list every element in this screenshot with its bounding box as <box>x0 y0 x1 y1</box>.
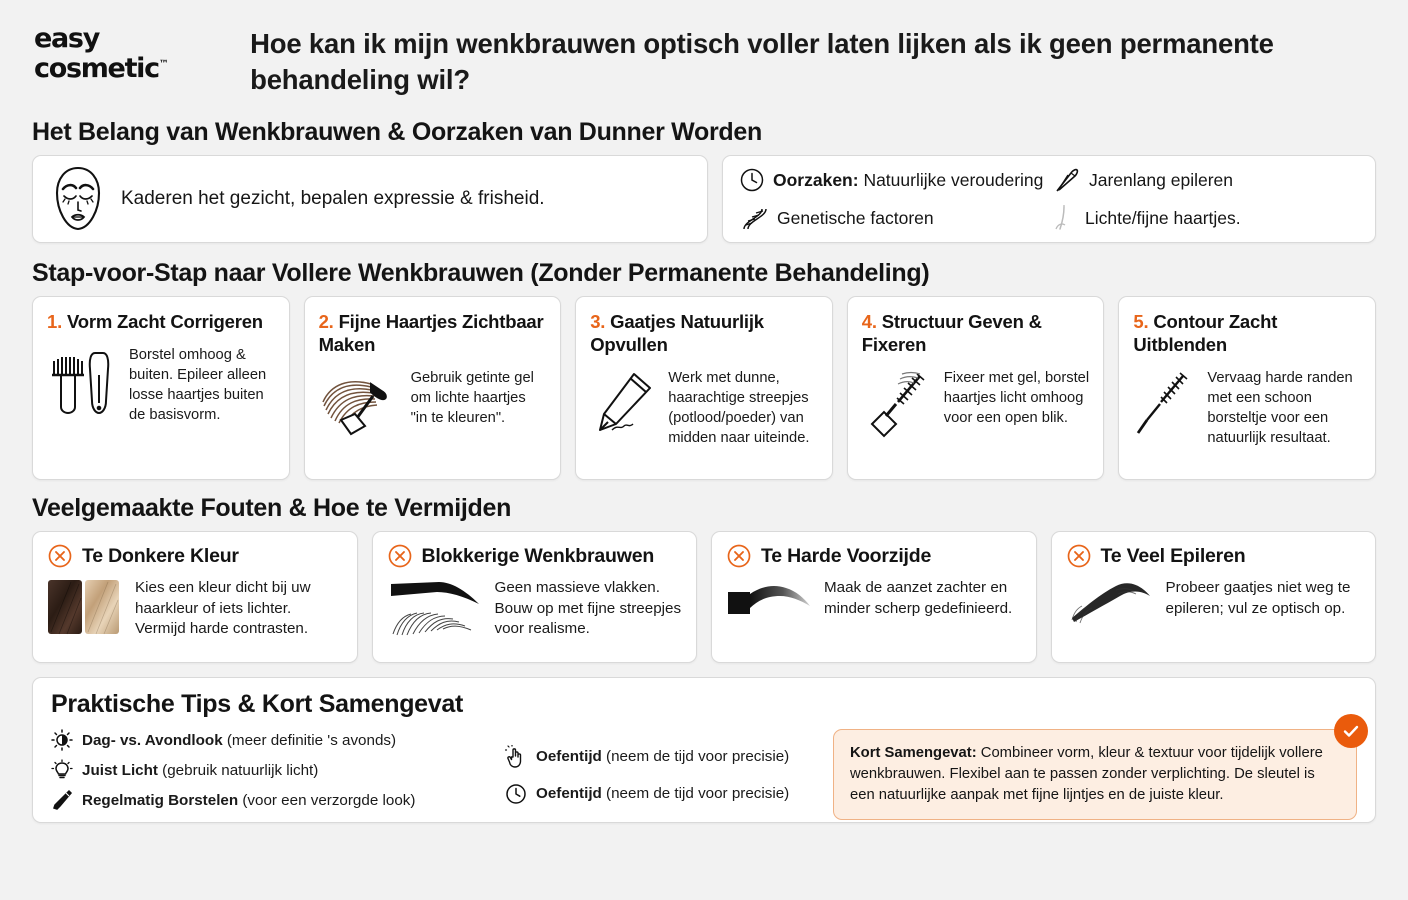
cause-label: Lichte/fijne haartjes. <box>1085 207 1241 228</box>
tip-detail: (neem de tijd voor precisie) <box>601 748 790 765</box>
tip-detail: (gebruik natuurlijk licht) <box>157 761 319 779</box>
causes-grid <box>739 165 1359 233</box>
step-number: 4. <box>861 311 877 332</box>
section-heading-importance: Het Belang van Wenkbrauwen & Oorzaken van Dunner Worden <box>32 118 762 146</box>
cause-label: Natuurlijke veroudering <box>858 169 1044 190</box>
importance-text: Kaderen het gezicht, bepalen expressie & frisheid. <box>121 188 545 209</box>
trademark-symbol: ™ <box>158 59 169 70</box>
mistake-title: Te Harde Voorzijde <box>761 544 932 567</box>
tips-column-1 <box>51 727 481 820</box>
sun-icon <box>51 729 73 751</box>
step-title: 1. Vorm Zacht Corrigeren <box>47 311 263 332</box>
tip-label: Oefentijd <box>536 785 602 802</box>
hair-color-swatches-icon <box>47 578 123 636</box>
mistake-title: Blokkerige Wenkbrauwen <box>421 544 655 567</box>
dna-icon <box>739 204 769 232</box>
steps-row <box>22 296 1386 480</box>
tip-label: Juist Licht <box>82 761 158 779</box>
step-card-3 <box>575 296 833 480</box>
tinted-brow-gel-icon <box>319 368 401 444</box>
causes-card <box>722 155 1376 243</box>
section-heading-mistakes: Veelgemaakte Fouten & Hoe te Vermijden <box>32 494 512 522</box>
mistake-description: Probeer gaatjes niet weg te epileren; vul ze optisch op. <box>1165 579 1351 617</box>
mistake-description: Geen massieve vlakken. Bouw op met fijne streepjes voor realisme. <box>494 579 682 637</box>
cause-item <box>1051 165 1359 195</box>
x-circle-icon <box>1066 543 1092 569</box>
mistake-card-3 <box>711 531 1037 663</box>
mistake-card-2 <box>372 531 698 663</box>
tap-hand-icon <box>505 745 527 769</box>
step-title: 5. Contour Zacht Uitblenden <box>1133 311 1278 355</box>
page-title: Hoe kan ik mijn wenkbrauwen optisch voller laten lijken als ik geen permanente behandeling wil? <box>250 28 1274 95</box>
step-description: Fixeer met gel, borstel haartjes licht omhoog voor een open blik. <box>943 370 1090 426</box>
brow-gel-wand-icon <box>862 368 934 442</box>
cause-label: Jarenlang epileren <box>1089 169 1233 190</box>
spoolie-brush-icon <box>1133 368 1197 440</box>
hard-front-brow-icon <box>726 578 812 626</box>
mistake-card-4 <box>1051 531 1377 663</box>
step-number: 3. <box>590 311 606 332</box>
tips-column-2 <box>505 727 821 820</box>
clock-icon <box>739 167 765 193</box>
importance-card <box>32 155 708 243</box>
mistake-description: Kies een kleur dicht bij uw haarkleur of iets lichter. Vermijd harde contrasten. <box>135 579 311 637</box>
step-title: 4. Structuur Geven & Fixeren <box>861 311 1042 355</box>
tip-item <box>505 783 821 805</box>
mistakes-row <box>22 531 1386 663</box>
x-circle-icon <box>47 543 73 569</box>
cause-item <box>1051 203 1359 233</box>
mistake-title: Te Donkere Kleur <box>82 544 239 567</box>
summary-box <box>833 729 1357 820</box>
brand-logo-line1: easy <box>34 23 100 54</box>
cause-item <box>739 165 1047 195</box>
header <box>22 0 1386 118</box>
tip-item <box>51 729 481 751</box>
brand-logo-line2: cosmetic™ <box>34 53 169 84</box>
tip-label: Oefentijd <box>536 748 602 765</box>
step-card-1 <box>32 296 290 480</box>
tips-heading: Praktische Tips & Kort Samengevat <box>51 690 464 718</box>
step-description: Werk met dunne, haarachtige streepjes (potlood/poeder) van midden naar uiteinde. <box>668 370 810 446</box>
step-number: 2. <box>318 311 334 332</box>
summary-label: Kort Samengevat: <box>850 745 977 761</box>
tip-item <box>505 745 821 769</box>
importance-row <box>22 155 1386 243</box>
mistake-description: Maak de aanzet zachter en minder scherp gedefinieerd. <box>824 579 1013 617</box>
step-description: Gebruik getinte gel om lichte haartjes "in te kleuren". <box>410 370 534 426</box>
mistake-card-1 <box>32 531 358 663</box>
tip-item <box>51 759 481 781</box>
tip-label: Dag- vs. Avondlook <box>82 731 223 749</box>
section-heading-steps: Stap-voor-Stap naar Vollere Wenkbrauwen (Zonder Permanente Behandeling) <box>32 259 930 287</box>
lightbulb-icon <box>51 759 73 781</box>
summary-body: Combineer vorm, kleur & textuur voor tijdelijk vollere wenkbrauwen. Flexibel aan te passen zonder verplichting. De sleutel is een natuurlijke aanpak met fijne lijntjes en de juiste kleur. <box>850 745 1323 803</box>
mistake-title: Te Veel Epileren <box>1100 544 1246 567</box>
brand-logo <box>22 18 250 82</box>
check-circle-icon <box>1334 714 1368 748</box>
step-description: Borstel omhoog & buiten. Epileer alleen losse haartjes buiten de basisvorm. <box>129 347 267 423</box>
cause-item <box>739 203 1047 233</box>
x-circle-icon <box>726 543 752 569</box>
step-number: 1. <box>47 311 63 332</box>
step-description: Vervaag harde randen met een schoon borsteltje voor een natuurlijk resultaat. <box>1207 370 1353 446</box>
tip-detail: (voor een verzorgde look) <box>238 791 416 809</box>
blocky-vs-feathered-brow-icon <box>387 578 483 638</box>
tip-detail: (meer definitie 's avonds) <box>222 731 397 749</box>
brush-icon <box>51 789 73 811</box>
tip-label: Regelmatig Borstelen <box>82 791 239 809</box>
step-title: 3. Gaatjes Natuurlijk Opvullen <box>590 311 764 355</box>
tweezers-icon <box>1051 165 1081 195</box>
step-number: 5. <box>1133 311 1149 332</box>
hair-follicle-icon <box>1051 203 1077 233</box>
clock-icon <box>505 783 527 805</box>
x-circle-icon <box>387 543 413 569</box>
tips-card <box>32 677 1376 823</box>
summary-text <box>850 743 1340 806</box>
cause-label-bold: Oorzaken: <box>773 169 859 190</box>
cause-label: Genetische factoren <box>777 207 934 228</box>
face-icon <box>51 166 105 232</box>
step-card-5 <box>1118 296 1376 480</box>
step-card-2 <box>304 296 562 480</box>
over-plucked-brow-icon <box>1066 578 1154 628</box>
tip-item <box>51 789 481 811</box>
brow-pencil-icon <box>590 368 658 442</box>
brow-comb-and-tweezers-icon <box>47 345 119 419</box>
step-title: 2. Fijne Haartjes Zichtbaar Maken <box>318 311 544 355</box>
step-card-4 <box>847 296 1105 480</box>
tip-detail: (neem de tijd voor precisie) <box>601 785 790 802</box>
